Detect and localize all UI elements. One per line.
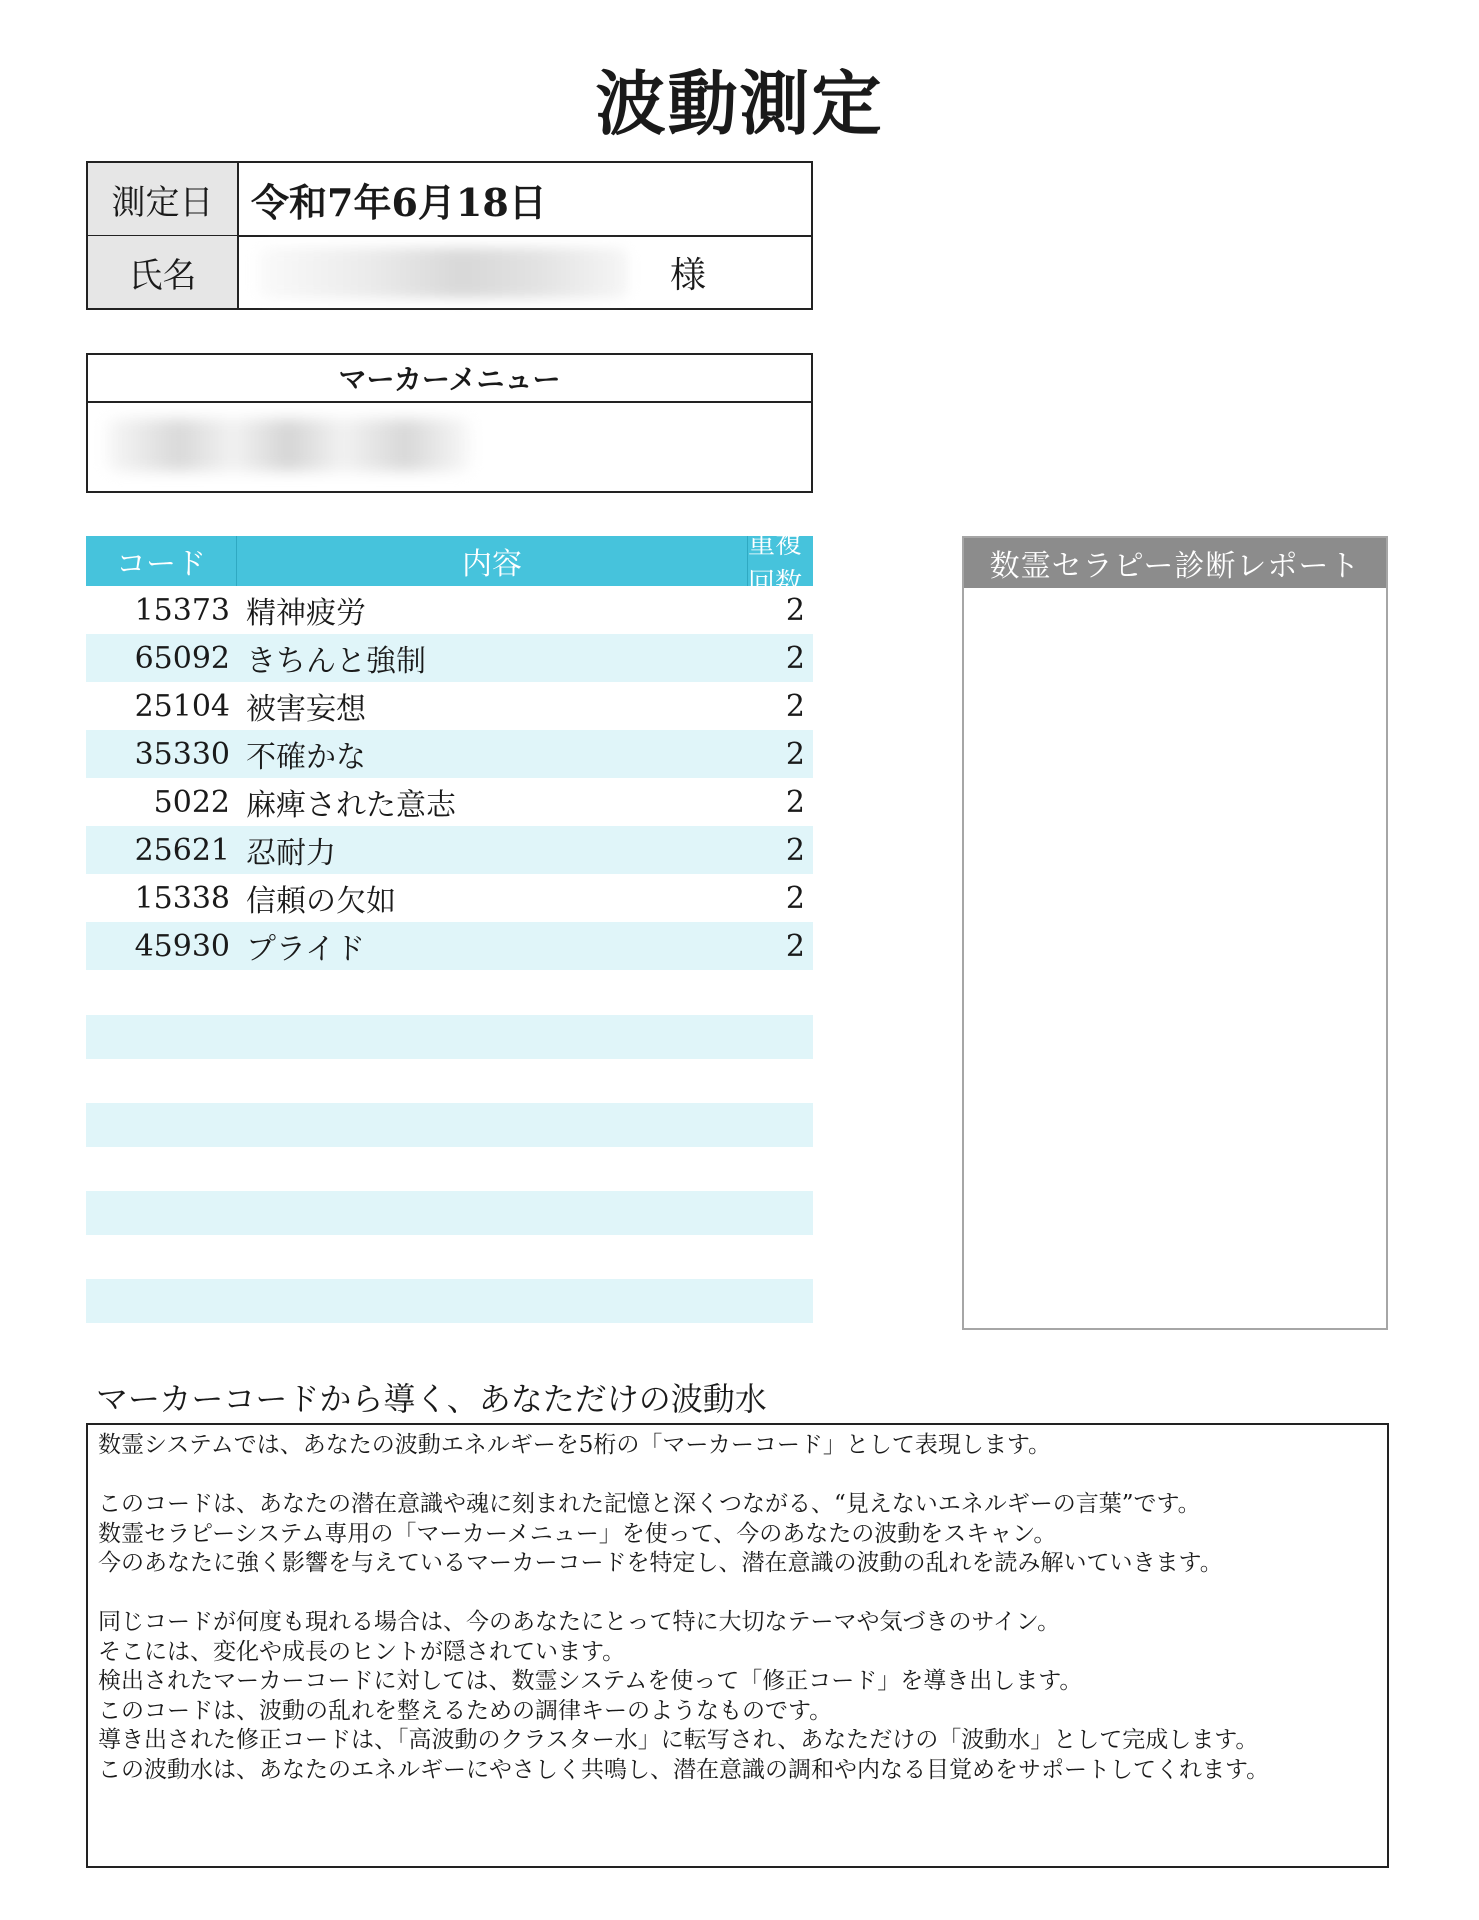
table-row: [86, 730, 813, 778]
row-code: 65092: [134, 640, 230, 676]
description-paragraph: 同じコードが何度も現れる場合は、今のあなたにとって特に大切なテーマや気づきのサイン。 そこには、変化や成長のヒントが隠されています。 検出されたマーカーコードに対しては、数霊システムを使って「修正コード」を導き出します。 このコードは、波動の乱れを整えるための調律キーのようなものです。 導き出された修正コードは、「高波動のクラスター水」に転写され、あなただけの「波動水」として完成します。 この波動水は、あなたのエネルギーにやさしく共鳴し、潜在意識の調和や内なる目覚めをサポートしてくれます。: [98, 1609, 1270, 1783]
description-paragraph: 数霊システムでは、あなたの波動エネルギーを5桁の「マーカーコード」として表現します。: [98, 1432, 1052, 1458]
row-content: 不確かな: [246, 740, 366, 775]
row-count: 2: [785, 928, 805, 964]
empty-row-stripe: [86, 1103, 813, 1147]
date-value: 令和7年6月18日: [251, 179, 547, 225]
row-code: 25621: [134, 832, 230, 868]
name-suffix: 様: [670, 254, 707, 296]
row-count: 2: [785, 736, 805, 772]
row-content: きちんと強制: [246, 644, 426, 679]
row-count: 2: [785, 784, 805, 820]
row-content: 被害妄想: [246, 692, 366, 727]
table-row: [86, 874, 813, 922]
info-table: [86, 161, 813, 310]
row-count: 2: [785, 688, 805, 724]
row-code: 15373: [134, 592, 230, 628]
row-content: 忍耐力: [246, 836, 336, 871]
row-count: 2: [785, 640, 805, 676]
redacted-marker-menu: [106, 419, 471, 471]
row-code: 15338: [134, 880, 230, 916]
row-count: 2: [785, 880, 805, 916]
empty-row-stripe: [86, 1279, 813, 1323]
table-row: [86, 634, 813, 682]
row-count: 2: [785, 832, 805, 868]
marker-menu-title: マーカーメニュー: [88, 355, 811, 403]
table-row: [86, 826, 813, 874]
report-title: 数霊セラピー診断レポート: [964, 538, 1386, 588]
row-code: 5022: [153, 784, 230, 820]
redacted-name: [258, 248, 628, 298]
header-code: コード: [86, 536, 237, 586]
marker-menu-box: [86, 353, 813, 493]
date-row: [88, 163, 811, 237]
row-code: 35330: [134, 736, 230, 772]
row-content: プライド: [246, 932, 366, 967]
report-box: [962, 536, 1388, 1330]
page-title: 波動測定: [595, 62, 884, 145]
table-row: [86, 586, 813, 634]
empty-row-stripe: [86, 1015, 813, 1059]
row-content: 信頼の欠如: [246, 884, 396, 919]
description-heading: マーカーコードから導く、あなただけの波動水: [96, 1380, 767, 1418]
table-row: [86, 778, 813, 826]
code-table-header: [86, 529, 813, 599]
header-content: 内容: [237, 536, 748, 586]
table-row: [86, 922, 813, 970]
table-row: [86, 682, 813, 730]
row-code: 25104: [134, 688, 230, 724]
header-count: 重複回数: [748, 529, 802, 599]
row-count: 2: [785, 592, 805, 628]
row-content: 精神疲労: [246, 596, 366, 631]
row-code: 45930: [134, 928, 230, 964]
name-row: [88, 236, 811, 308]
date-label: 測定日: [88, 163, 239, 235]
description-box: [86, 1423, 1389, 1868]
description-paragraph: このコードは、あなたの潜在意識や魂に刻まれた記憶と深くつながる、“見えないエネルギーの言葉”です。 数霊セラピーシステム専用の「マーカーメニュー」を使って、今のあなたの波動をスキャン。 今のあなたに強く影響を与えているマーカーコードを特定し、潜在意識の波動の乱れを読み解いていきます。: [98, 1491, 1223, 1576]
row-content: 麻痺された意志: [246, 788, 456, 823]
empty-row-stripe: [86, 1191, 813, 1235]
name-label: 氏名: [88, 236, 239, 308]
